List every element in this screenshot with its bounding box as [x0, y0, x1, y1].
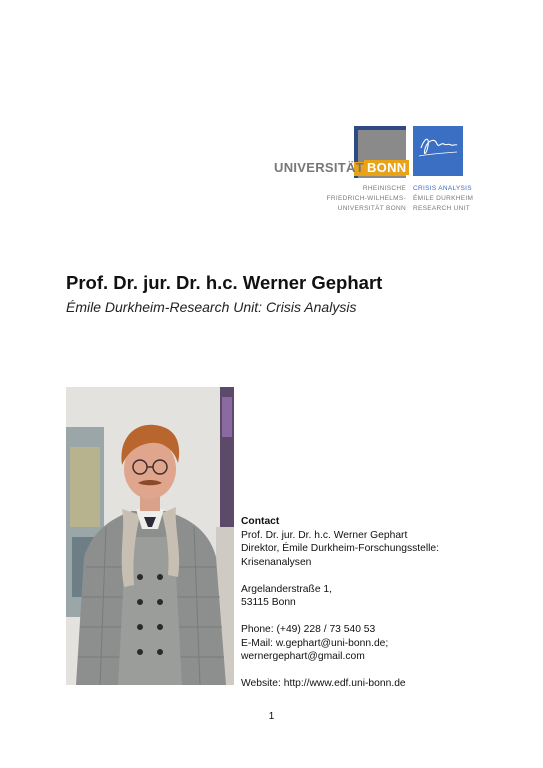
logo-wordmark	[274, 160, 409, 175]
contact-name: Prof. Dr. jur. Dr. h.c. Werner Gephart	[241, 529, 408, 541]
logo-subtitle-line: RHEINISCHE	[362, 185, 406, 192]
logo-word: UNIVERSITÄT	[274, 160, 364, 175]
crisis-analysis-logo	[413, 124, 483, 216]
page-subtitle: Émile Durkheim-Research Unit: Crisis Analysis	[66, 299, 357, 315]
contact-block	[241, 515, 531, 691]
portrait-photo	[66, 387, 234, 685]
logo-subtitle-line: CRISIS ANALYSIS	[413, 185, 472, 192]
spacer	[241, 664, 531, 678]
signature-logo-icon	[413, 126, 463, 176]
logo-subtitle-line: UNIVERSITÄT BONN	[337, 205, 406, 212]
spacer	[241, 610, 531, 624]
contact-email-secondary[interactable]: wernergephart@gmail.com	[241, 651, 365, 662]
contact-phone: Phone: (+49) 228 / 73 540 53	[241, 624, 376, 635]
logo-unit-subtitle	[413, 184, 473, 214]
page-number: 1	[268, 711, 275, 722]
spacer	[241, 569, 531, 583]
university-bonn-logo	[274, 124, 406, 216]
contact-website[interactable]: Website: http://www.edf.uni-bonn.de	[241, 678, 406, 689]
logo-subtitle-line: FRIEDRICH-WILHELMS-	[326, 195, 406, 202]
page-title: Prof. Dr. jur. Dr. h.c. Werner Gephart	[66, 272, 383, 293]
logo-subtitle-line: RESEARCH UNIT	[413, 205, 470, 212]
contact-role-continued: Krisenanalysen	[241, 556, 312, 568]
contact-heading: Contact	[241, 516, 280, 527]
contact-role: Direktor, Émile Durkheim-Forschungsstelle:	[241, 543, 439, 554]
logo-subtitle-line: ÉMILE DURKHEIM	[413, 195, 474, 202]
contact-email[interactable]: E-Mail: w.gephart@uni-bonn.de;	[241, 637, 389, 649]
logo-university-subtitle	[327, 184, 406, 214]
logo-word-highlight: BONN	[364, 160, 409, 175]
contact-city: 53115 Bonn	[241, 597, 296, 608]
contact-street: Argelanderstraße 1,	[241, 583, 333, 595]
